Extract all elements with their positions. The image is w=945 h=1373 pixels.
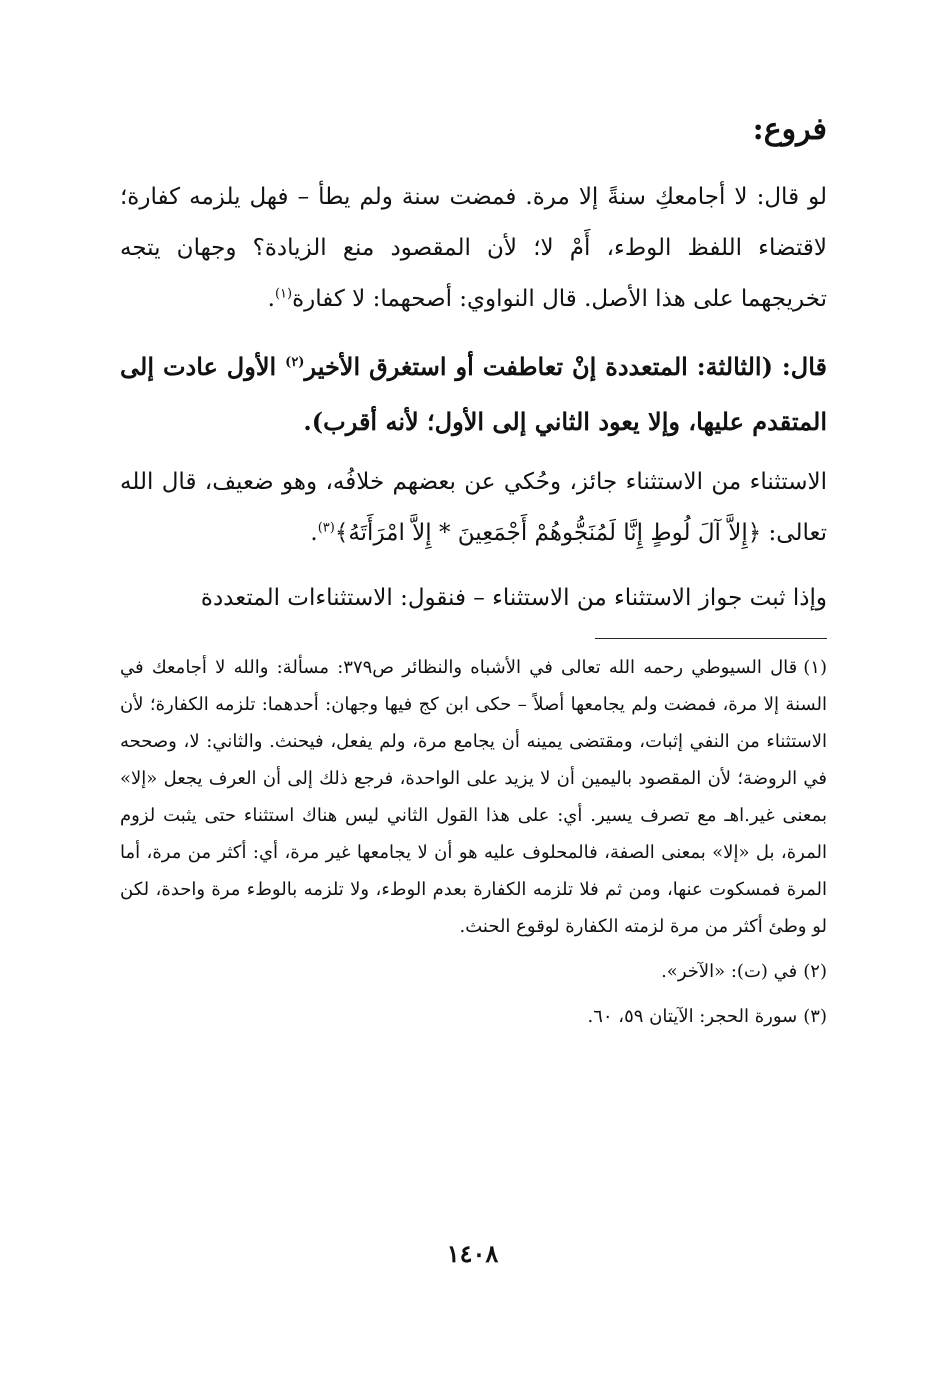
paragraph-1-end: . [267,286,275,312]
section-heading: فروع: [752,112,827,147]
paragraph-2-text-a: قال: (الثالثة: المتعددة إنْ تعاطفت أو استغرق الأخير [304,352,827,381]
paragraph-1-text: لو قال: لا أجامعكِ سنةً إلا مرة. فمضت سنة ولم يطأ – فهل يلزمه كفارة؛ لاقتضاء اللفظ الوطء، أَمْ لا؛ لأن المقصود منع الزيادة؟ وجهان يتجه تخريجهما على هذا الأصل. قال النواوي: أصحهما: لا كفارة [120,184,827,312]
footnote-2 [120,953,827,990]
paragraph-4: وإذا ثبت جواز الاستثناء من الاستثناء – فنقول: الاستثناءات المتعددة [200,585,827,611]
footnote-1 [120,649,827,945]
paragraph-3 [120,457,827,559]
page-number: ١٤٠٨ [446,1239,499,1268]
footnote-3-number: (٣) [803,1006,827,1027]
footnote-ref-1[interactable]: (١) [274,286,293,302]
paragraph-3-text: الاستثناء من الاستثناء جائز، وحُكي عن بعضهم خلافُه، وهو ضعيف، قال الله تعالى: ﴿إِلاَّ آلَ لُوطٍ إِنَّا لَمُنَجُّوهُمْ أَجْمَعِينَ * إِلاَّ امْرَأَتَهُ﴾ [120,469,827,546]
footnote-1-text: قال السيوطي رحمه الله تعالى في الأشباه والنظائر ص٣٧٩: مسألة: والله لا أجامعك في السنة إلا مرة، فمضت ولم يجامعها أصلاً – حكى ابن كج فيها وجهان: أحدهما: تلزمه الكفارة؛ لأن الاستثناء من النفي إثبات، ومقتضى يمينه أن يجامع مرة، ولم يفعل، فيحنث. والثاني: لا، وصححه في الروضة؛ لأن المقصود باليمين أن لا يزيد على الواحدة، فرجع ذلك إلى أن العرف يجعل «إلا» بمعنى غير.اهـ مع تصرف يسير. أي: على هذا القول الثاني ليس هناك استثناء حتى يثبت لزوم المرة، بل «إلا» بمعنى الصفة، فالمحلوف عليه هو أن لا يجامعها غير مرة، أي: أكثر من مرة، أما المرة فمسكوت عنها، ومن ثم فلا تلزمه الكفارة بعدم الوطء، ولا تلزمه بالوطء مرة واحدة، لكن لو وطئ أكثر من مرة لزمته الكفارة لوقوع الحنث. [120,657,827,937]
paragraph-3-end: . [310,520,318,546]
footnote-2-text: في (ت): «الآخر». [661,961,798,982]
paragraph-2-text-b: الأول عادت إلى المتقدم عليها، وإلا يعود الثاني إلى الأول؛ لأنه أقرب). [120,352,827,436]
footnote-ref-2[interactable]: (٢) [285,355,305,370]
page-content [120,108,827,1313]
footnote-divider [595,638,827,639]
footnote-1-number: (١) [803,657,827,678]
footnotes [120,649,827,1035]
footnote-3-text: سورة الحجر: الآيتان ٥٩، ٦٠. [587,1006,798,1027]
footnote-ref-3[interactable]: (٣) [317,520,335,536]
paragraph-2-quote [120,339,827,449]
footnote-3 [120,998,827,1035]
footnote-2-number: (٢) [803,961,827,982]
paragraph-1 [120,172,827,325]
